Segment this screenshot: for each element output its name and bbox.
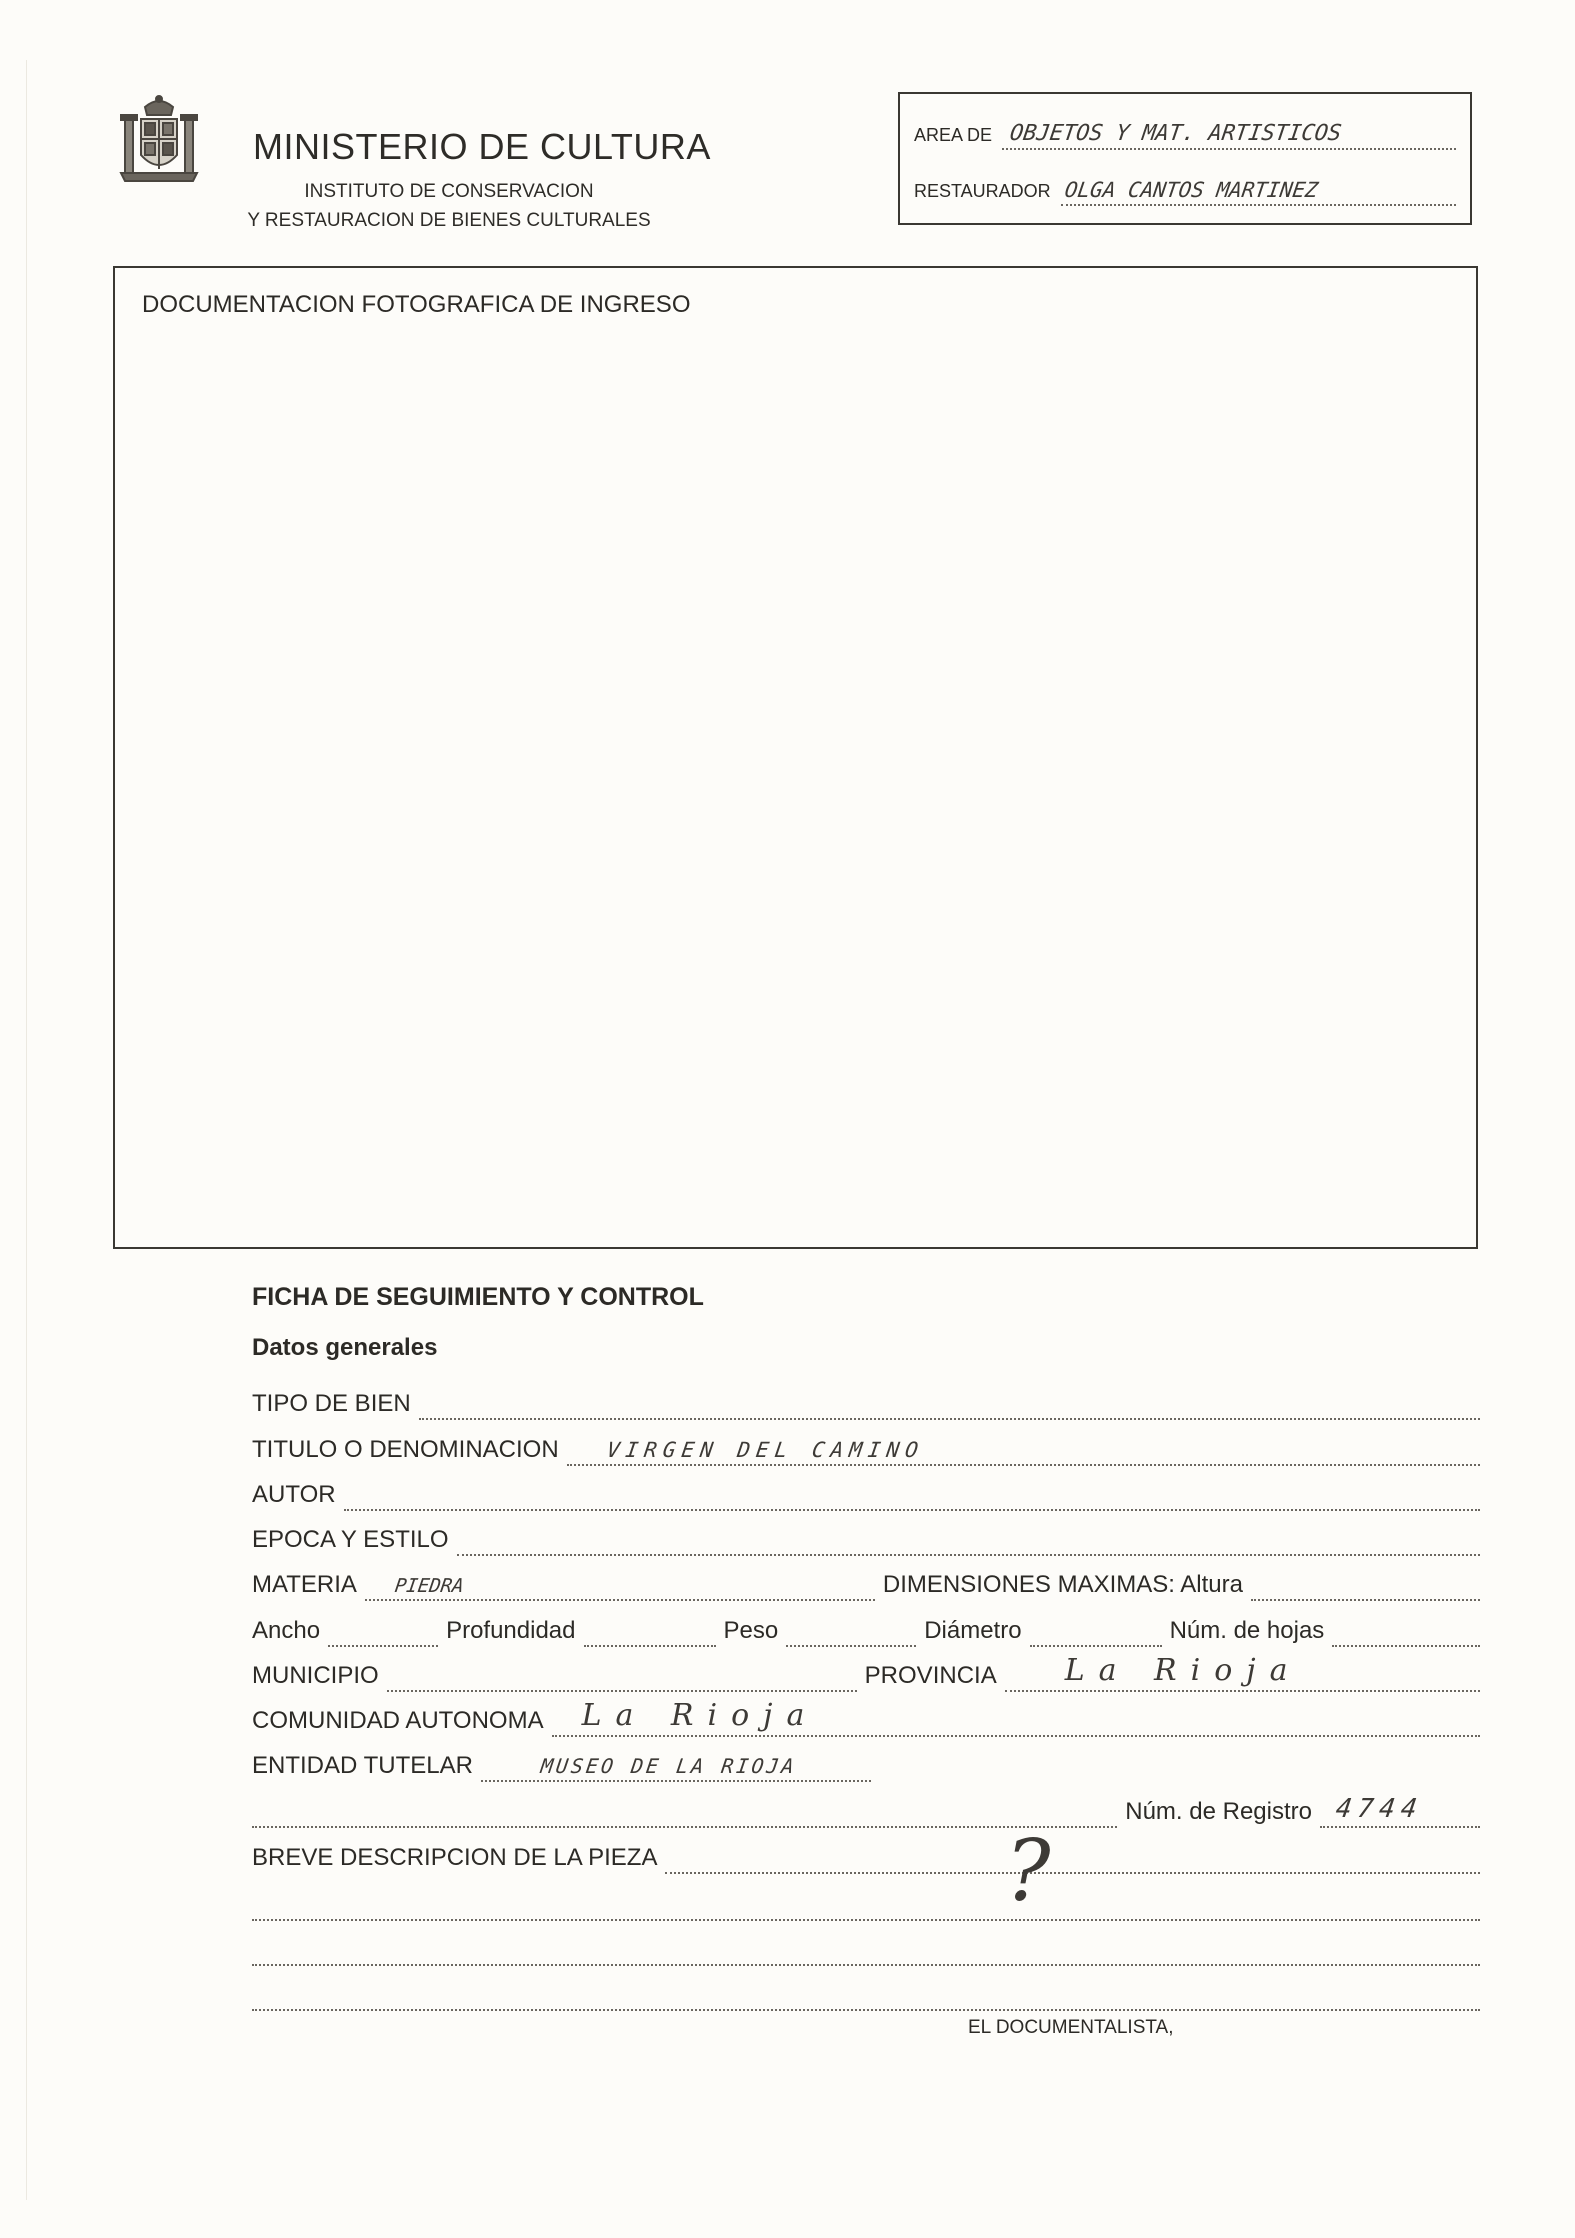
coat-of-arms-icon <box>115 93 203 185</box>
entidad-field[interactable] <box>481 1750 871 1782</box>
descripcion-line-3[interactable] <box>252 1934 1480 1966</box>
restaurador-row <box>914 166 1456 206</box>
num-hojas-field[interactable] <box>1332 1615 1480 1647</box>
registro-value: 4744 <box>1333 1794 1425 1824</box>
row-descripcion-line-4 <box>252 1975 1480 2011</box>
registro-field[interactable] <box>1320 1796 1480 1828</box>
entidad-value: MUSEO DE LA RIOJA <box>539 1754 799 1778</box>
num-hojas-label: Núm. de hojas <box>1169 1617 1325 1644</box>
form-subtitle: Datos generales <box>252 1334 438 1361</box>
descripcion-line-4[interactable] <box>252 1979 1480 2011</box>
area-restaurador-box <box>898 92 1472 225</box>
area-row <box>914 110 1456 150</box>
entidad-label: ENTIDAD TUTELAR <box>252 1752 473 1779</box>
row-tipo-de-bien <box>252 1384 1480 1420</box>
area-field[interactable] <box>1002 112 1456 150</box>
restaurador-value: OLGA CANTOS MARTINEZ <box>1063 178 1320 202</box>
ancho-label: Ancho <box>252 1617 321 1644</box>
profundidad-label: Profundidad <box>446 1617 576 1644</box>
materia-value: PIEDRA <box>393 1575 466 1597</box>
area-label: AREA DE <box>914 125 993 145</box>
tipo-de-bien-field[interactable] <box>419 1388 1480 1420</box>
epoca-field[interactable] <box>457 1524 1480 1556</box>
dimensiones-label: DIMENSIONES MAXIMAS: Altura <box>882 1571 1243 1598</box>
registro-prefix-field[interactable] <box>252 1796 1117 1828</box>
row-registro <box>252 1792 1480 1828</box>
provincia-value: La Rioja <box>1064 1653 1302 1688</box>
titulo-label: TITULO O DENOMINACION <box>252 1436 559 1463</box>
row-entidad <box>252 1746 1480 1782</box>
provincia-label: PROVINCIA <box>864 1662 997 1689</box>
row-comunidad <box>252 1698 1480 1737</box>
institute-line-1: INSTITUTO DE CONSERVACION <box>304 181 594 202</box>
epoca-label: EPOCA Y ESTILO <box>252 1526 449 1553</box>
row-descripcion-line-2 <box>252 1885 1480 1921</box>
peso-field[interactable] <box>786 1615 916 1647</box>
photo-documentation-box <box>113 266 1478 1249</box>
altura-field[interactable] <box>1251 1569 1480 1601</box>
descripcion-label: BREVE DESCRIPCION DE LA PIEZA <box>252 1844 658 1871</box>
restaurador-field[interactable] <box>1061 168 1456 206</box>
documentalist-label: EL DOCUMENTALISTA, <box>968 2017 1174 2038</box>
area-value: OBJETOS Y MAT. ARTISTICOS <box>1008 121 1343 146</box>
diametro-label: Diámetro <box>924 1617 1022 1644</box>
comunidad-field[interactable] <box>552 1698 1480 1737</box>
institute-line-2: Y RESTAURACION DE BIENES CULTURALES <box>247 210 651 231</box>
titulo-value: VIRGEN DEL CAMINO <box>605 1438 926 1462</box>
tipo-de-bien-label: TIPO DE BIEN <box>252 1390 411 1417</box>
row-medidas <box>252 1611 1480 1647</box>
profundidad-field[interactable] <box>584 1615 716 1647</box>
row-descripcion-line-3 <box>252 1930 1480 1966</box>
municipio-label: MUNICIPIO <box>252 1662 379 1689</box>
page-margin-line <box>26 60 27 2200</box>
ancho-field[interactable] <box>328 1615 438 1647</box>
ministry-title: MINISTERIO DE CULTURA <box>253 126 711 167</box>
comunidad-label: COMUNIDAD AUTONOMA <box>252 1707 544 1734</box>
peso-label: Peso <box>723 1617 779 1644</box>
diametro-field[interactable] <box>1030 1615 1162 1647</box>
municipio-field[interactable] <box>387 1660 857 1692</box>
row-municipio <box>252 1653 1480 1692</box>
descripcion-field[interactable] <box>665 1822 1480 1920</box>
autor-field[interactable] <box>344 1479 1480 1511</box>
restaurador-label: RESTAURADOR <box>914 181 1051 201</box>
row-materia <box>252 1565 1480 1601</box>
provincia-field[interactable] <box>1005 1653 1480 1692</box>
titulo-field[interactable] <box>567 1434 1480 1466</box>
photo-documentation-label: DOCUMENTACION FOTOGRAFICA DE INGRESO <box>142 291 691 318</box>
row-titulo <box>252 1430 1480 1466</box>
materia-label: MATERIA <box>252 1571 357 1598</box>
form-title: FICHA DE SEGUIMIENTO Y CONTROL <box>252 1283 704 1311</box>
comunidad-value: La Rioja <box>581 1698 819 1733</box>
row-descripcion <box>252 1822 1480 1920</box>
descripcion-value: ? <box>1005 1822 1051 1920</box>
row-epoca <box>252 1520 1480 1556</box>
row-autor <box>252 1475 1480 1511</box>
registro-label: Núm. de Registro <box>1125 1798 1312 1825</box>
descripcion-line-2[interactable] <box>252 1889 1480 1921</box>
materia-field[interactable] <box>365 1569 875 1601</box>
autor-label: AUTOR <box>252 1481 336 1508</box>
